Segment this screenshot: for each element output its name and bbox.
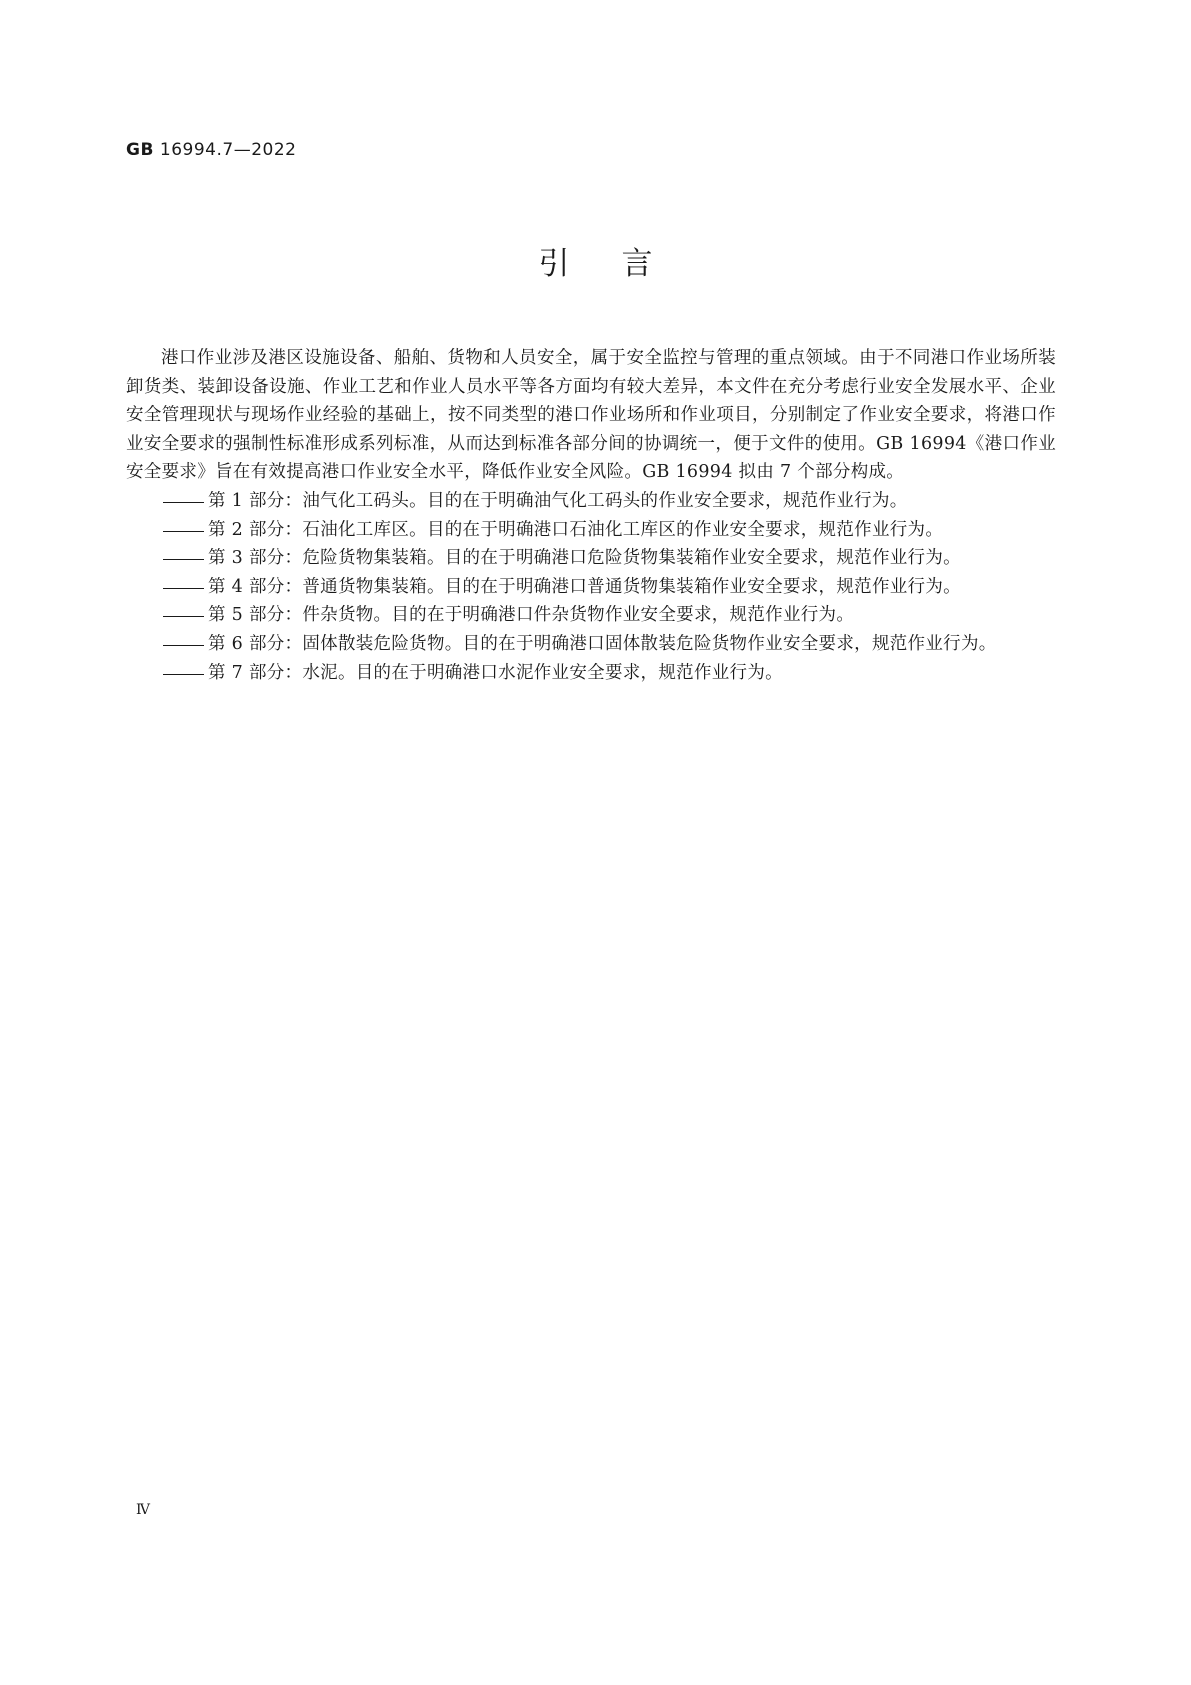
list-item (126, 544, 1056, 573)
list-item-text: 第 5 部分：件杂货物。目的在于明确港口件杂货物作业安全要求，规范作业行为。 (208, 605, 855, 626)
em-dash-marker (161, 659, 206, 688)
list-item (126, 516, 1056, 545)
intro-paragraph: 港口作业涉及港区设施设备、船舶、货物和人员安全，属于安全监控与管理的重点领域。由于不同港口作业场所装卸货类、装卸设备设施、作业工艺和作业人员水平等各方面均有较大差异，本文件在充分考虑行业安全发展水平、企业安全管理现状与现场作业经验的基础上，按不同类型的港口作业场所和作业项目，分别制定了作业安全要求，将港口作业安全要求的强制性标准形成系列标准，从而达到标准各部分间的协调统一，便于文件的使用。GB 16994《港口作业安全要求》旨在有效提高港口作业安全水平，降低作业安全风险。GB 16994 拟由 7 个部分构成。 (126, 348, 1056, 483)
standard-code (126, 140, 297, 160)
page-title: 引言 (538, 246, 705, 282)
em-dash-marker (161, 630, 206, 659)
parts-list (126, 487, 1056, 687)
list-item-text: 第 3 部分：危险货物集装箱。目的在于明确港口危险货物集装箱作业安全要求，规范作业行为。 (208, 548, 961, 569)
em-dash-marker (161, 516, 206, 545)
em-dash-marker (161, 573, 206, 602)
list-item-text: 第 6 部分：固体散装危险货物。目的在于明确港口固体散装危险货物作业安全要求，规范作业行为。 (208, 633, 997, 654)
em-dash-marker (161, 601, 206, 630)
list-item (126, 630, 1056, 659)
em-dash-marker (161, 487, 206, 516)
list-item-text: 第 1 部分：油气化工码头。目的在于明确油气化工码头的作业安全要求，规范作业行为。 (208, 490, 908, 511)
list-item (126, 487, 1056, 516)
list-item-text: 第 2 部分：石油化工库区。目的在于明确港口石油化工库区的作业安全要求，规范作业行为。 (208, 519, 944, 540)
standard-code-prefix: GB (126, 140, 154, 160)
document-body (126, 344, 1056, 687)
standard-code-number: 16994.7—2022 (159, 140, 297, 160)
list-item (126, 573, 1056, 602)
list-item-text: 第 4 部分：普通货物集装箱。目的在于明确港口普通货物集装箱作业安全要求，规范作业行为。 (208, 576, 961, 597)
em-dash-marker (161, 544, 206, 573)
list-item-text: 第 7 部分：水泥。目的在于明确港口水泥作业安全要求，规范作业行为。 (208, 662, 783, 683)
list-item (126, 601, 1056, 630)
page-number: Ⅳ (136, 1502, 150, 1518)
list-item (126, 659, 1056, 688)
